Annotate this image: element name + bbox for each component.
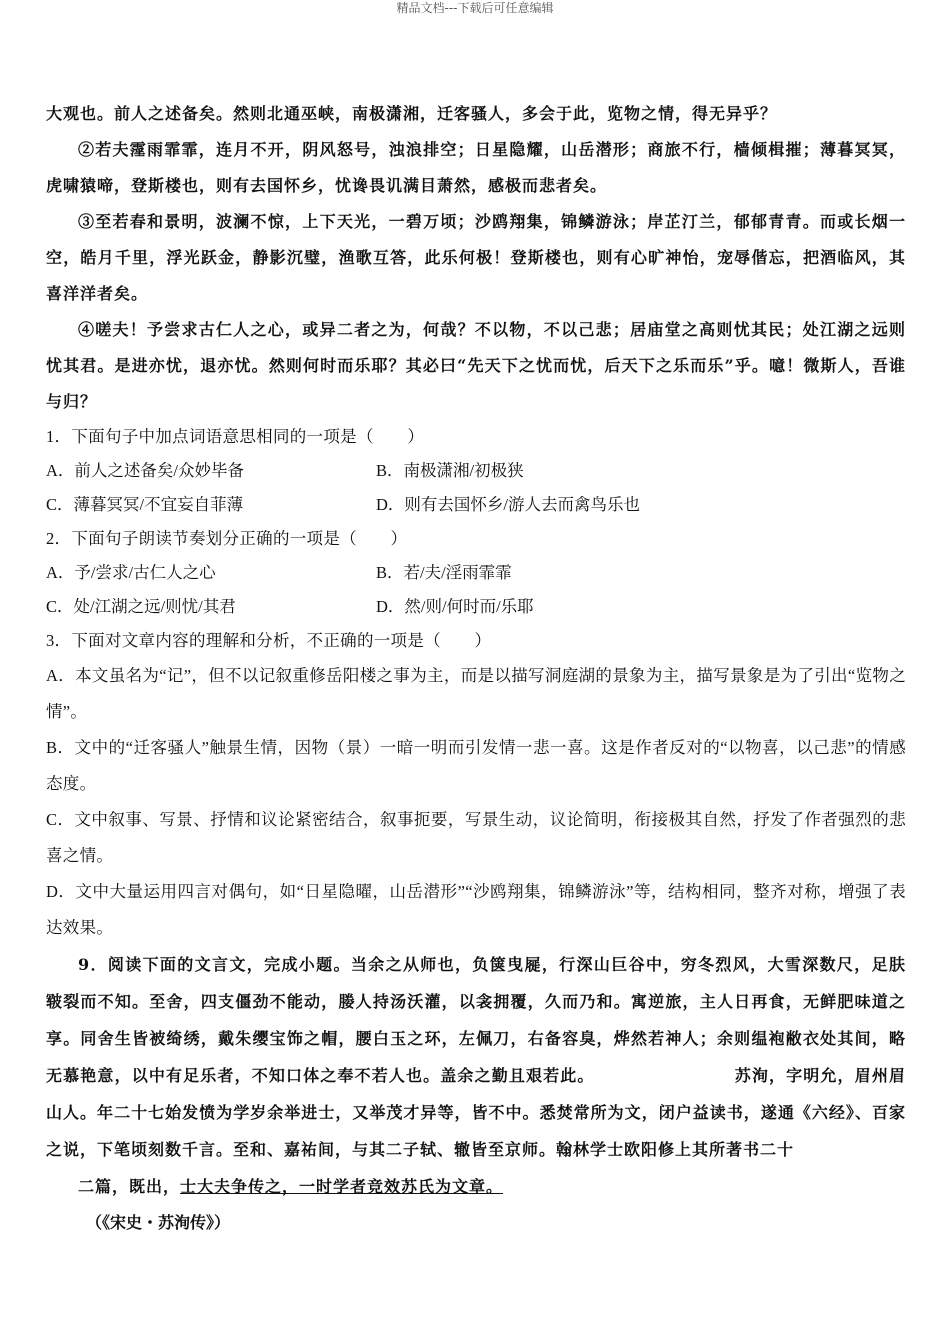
question-3-stem: 3．下面对文章内容的理解和分析，不正确的一项是（ ） xyxy=(46,631,492,650)
section-9-continuation-prefix: 二篇，既出， xyxy=(78,1177,181,1196)
question-2-options-row-2 xyxy=(46,590,906,624)
question-3-option-d: D．文中大量运用四言对偶句，如“日星隐曜，山岳潜形”“沙鸥翔集，锦鳞游泳”等，结构相同，整齐对称，增强了表达效果。 xyxy=(46,882,906,937)
question-1-option-a: A．前人之述备矣/众妙毕备 xyxy=(46,461,244,480)
section-9-intro: 9．阅读下面的文言文，完成小题。当余之从师也，负箧曳屣，行深山巨谷中，穷冬烈风，大雪深数尺，足肤皲裂而不知。至舍，四支僵劲不能动，媵人持汤沃灌，以衾拥覆，久而乃和。寓逆旅，主人日再食，无鲜肥味道之享。同舍生皆被绮绣，戴朱缨宝饰之帽，腰白玉之环，左佩刀，右备容臭，烨然若神人；余则缊袍敝衣处其间，略无慕艳意，以中有足乐者，不知口体之奉不若人也。盖余之勤且艰若此。 xyxy=(46,955,906,1085)
question-2-stem: 2．下面句子朗读节奏划分正确的一项是（ ） xyxy=(46,529,408,548)
question-2-options-row-1 xyxy=(46,556,906,590)
section-9-su-xun-text: 苏洵，字明允，眉州眉山人。年二十七始发愤为学岁余举进士，又举茂才异等，皆不中。悉焚常所为文，闭户益读书，遂通《六经》、百家之说，下笔顷刻数千言。至和、嘉祐间，与其二子轼、辙皆至京师。翰林学士欧阳修上其所著书二十 xyxy=(46,1066,906,1159)
question-1-option-d: D．则有去国怀乡/游人去而禽鸟乐也 xyxy=(376,495,640,514)
passage-paragraph-4: ④嗟夫！予尝求古仁人之心，或异二者之为，何哉？不以物，不以己悲；居庙堂之高则忧其民；处江湖之远则忧其君。是进亦忧，退亦忧。然则何时而乐耶？其必曰“先天下之忧而忧，后天下之乐而乐”乎。噫！微斯人，吾谁与归？ xyxy=(46,320,906,411)
question-1-stem: 1．下面句子中加点词语意思相同的一项是（ ） xyxy=(46,427,425,446)
question-1-options-row-1 xyxy=(46,454,906,488)
question-3-option-b: B．文中的“迁客骚人”触景生情，因物（景）一暗一明而引发情一悲一喜。这是作者反对的“以物喜，以己悲”的情感态度。 xyxy=(46,738,906,793)
page-header-note: 精品文档---下载后可任意编辑 xyxy=(396,1,554,15)
passage-paragraph-2: ②若夫霪雨霏霏，连月不开，阴风怒号，浊浪排空；日星隐耀，山岳潜形；商旅不行，樯倾楫摧；薄暮冥冥，虎啸猿啼，登斯楼也，则有去国怀乡，忧谗畏讥满目萧然，感极而悲者矣。 xyxy=(46,140,906,195)
question-3-option-a: A．本文虽名为“记”，但不以记叙重修岳阳楼之事为主，而是以描写洞庭湖的景象为主，描写景象是为了引出“览物之情”。 xyxy=(46,666,906,721)
section-9-underlined-sentence: 士大夫争传之，一时学者竞效苏氏为文章。 xyxy=(180,1177,504,1196)
question-3-option-c: C．文中叙事、写景、抒情和议论紧密结合，叙事扼要，写景生动，议论简明，衔接极其自然，抒发了作者强烈的悲喜之情。 xyxy=(46,810,906,865)
question-2-option-b: B．若/夫/淫雨霏霏 xyxy=(376,563,512,582)
question-1-option-b: B．南极潇湘/初极狭 xyxy=(376,461,524,480)
question-2-option-d: D．然/则/何时而/乐耶 xyxy=(376,597,534,616)
section-9-source: （《宋史・苏洵传》） xyxy=(86,1213,231,1232)
passage-paragraph-3: ③至若春和景明，波澜不惊，上下天光，一碧万顷；沙鸥翔集，锦鳞游泳；岸芷汀兰，郁郁青青。而或长烟一空，皓月千里，浮光跃金，静影沉璧，渔歌互答，此乐何极！登斯楼也，则有心旷神怡，宠辱偕忘，把酒临风，其喜洋洋者矣。 xyxy=(46,212,906,303)
question-1-option-c: C．薄暮冥冥/不宜妄自菲薄 xyxy=(46,495,244,514)
question-2-option-a: A．予/尝求/古仁人之心 xyxy=(46,563,216,582)
section-9-continuation xyxy=(46,1168,906,1205)
document-body xyxy=(46,96,906,1241)
question-1-options-row-2 xyxy=(46,488,906,522)
section-9-paragraph xyxy=(46,946,906,1168)
passage-paragraph-1: 大观也。前人之述备矣。然则北通巫峡，南极潇湘，迁客骚人，多会于此，览物之情，得无异乎？ xyxy=(46,104,778,123)
question-2-option-c: C．处/江湖之远/则忧/其君 xyxy=(46,597,236,616)
